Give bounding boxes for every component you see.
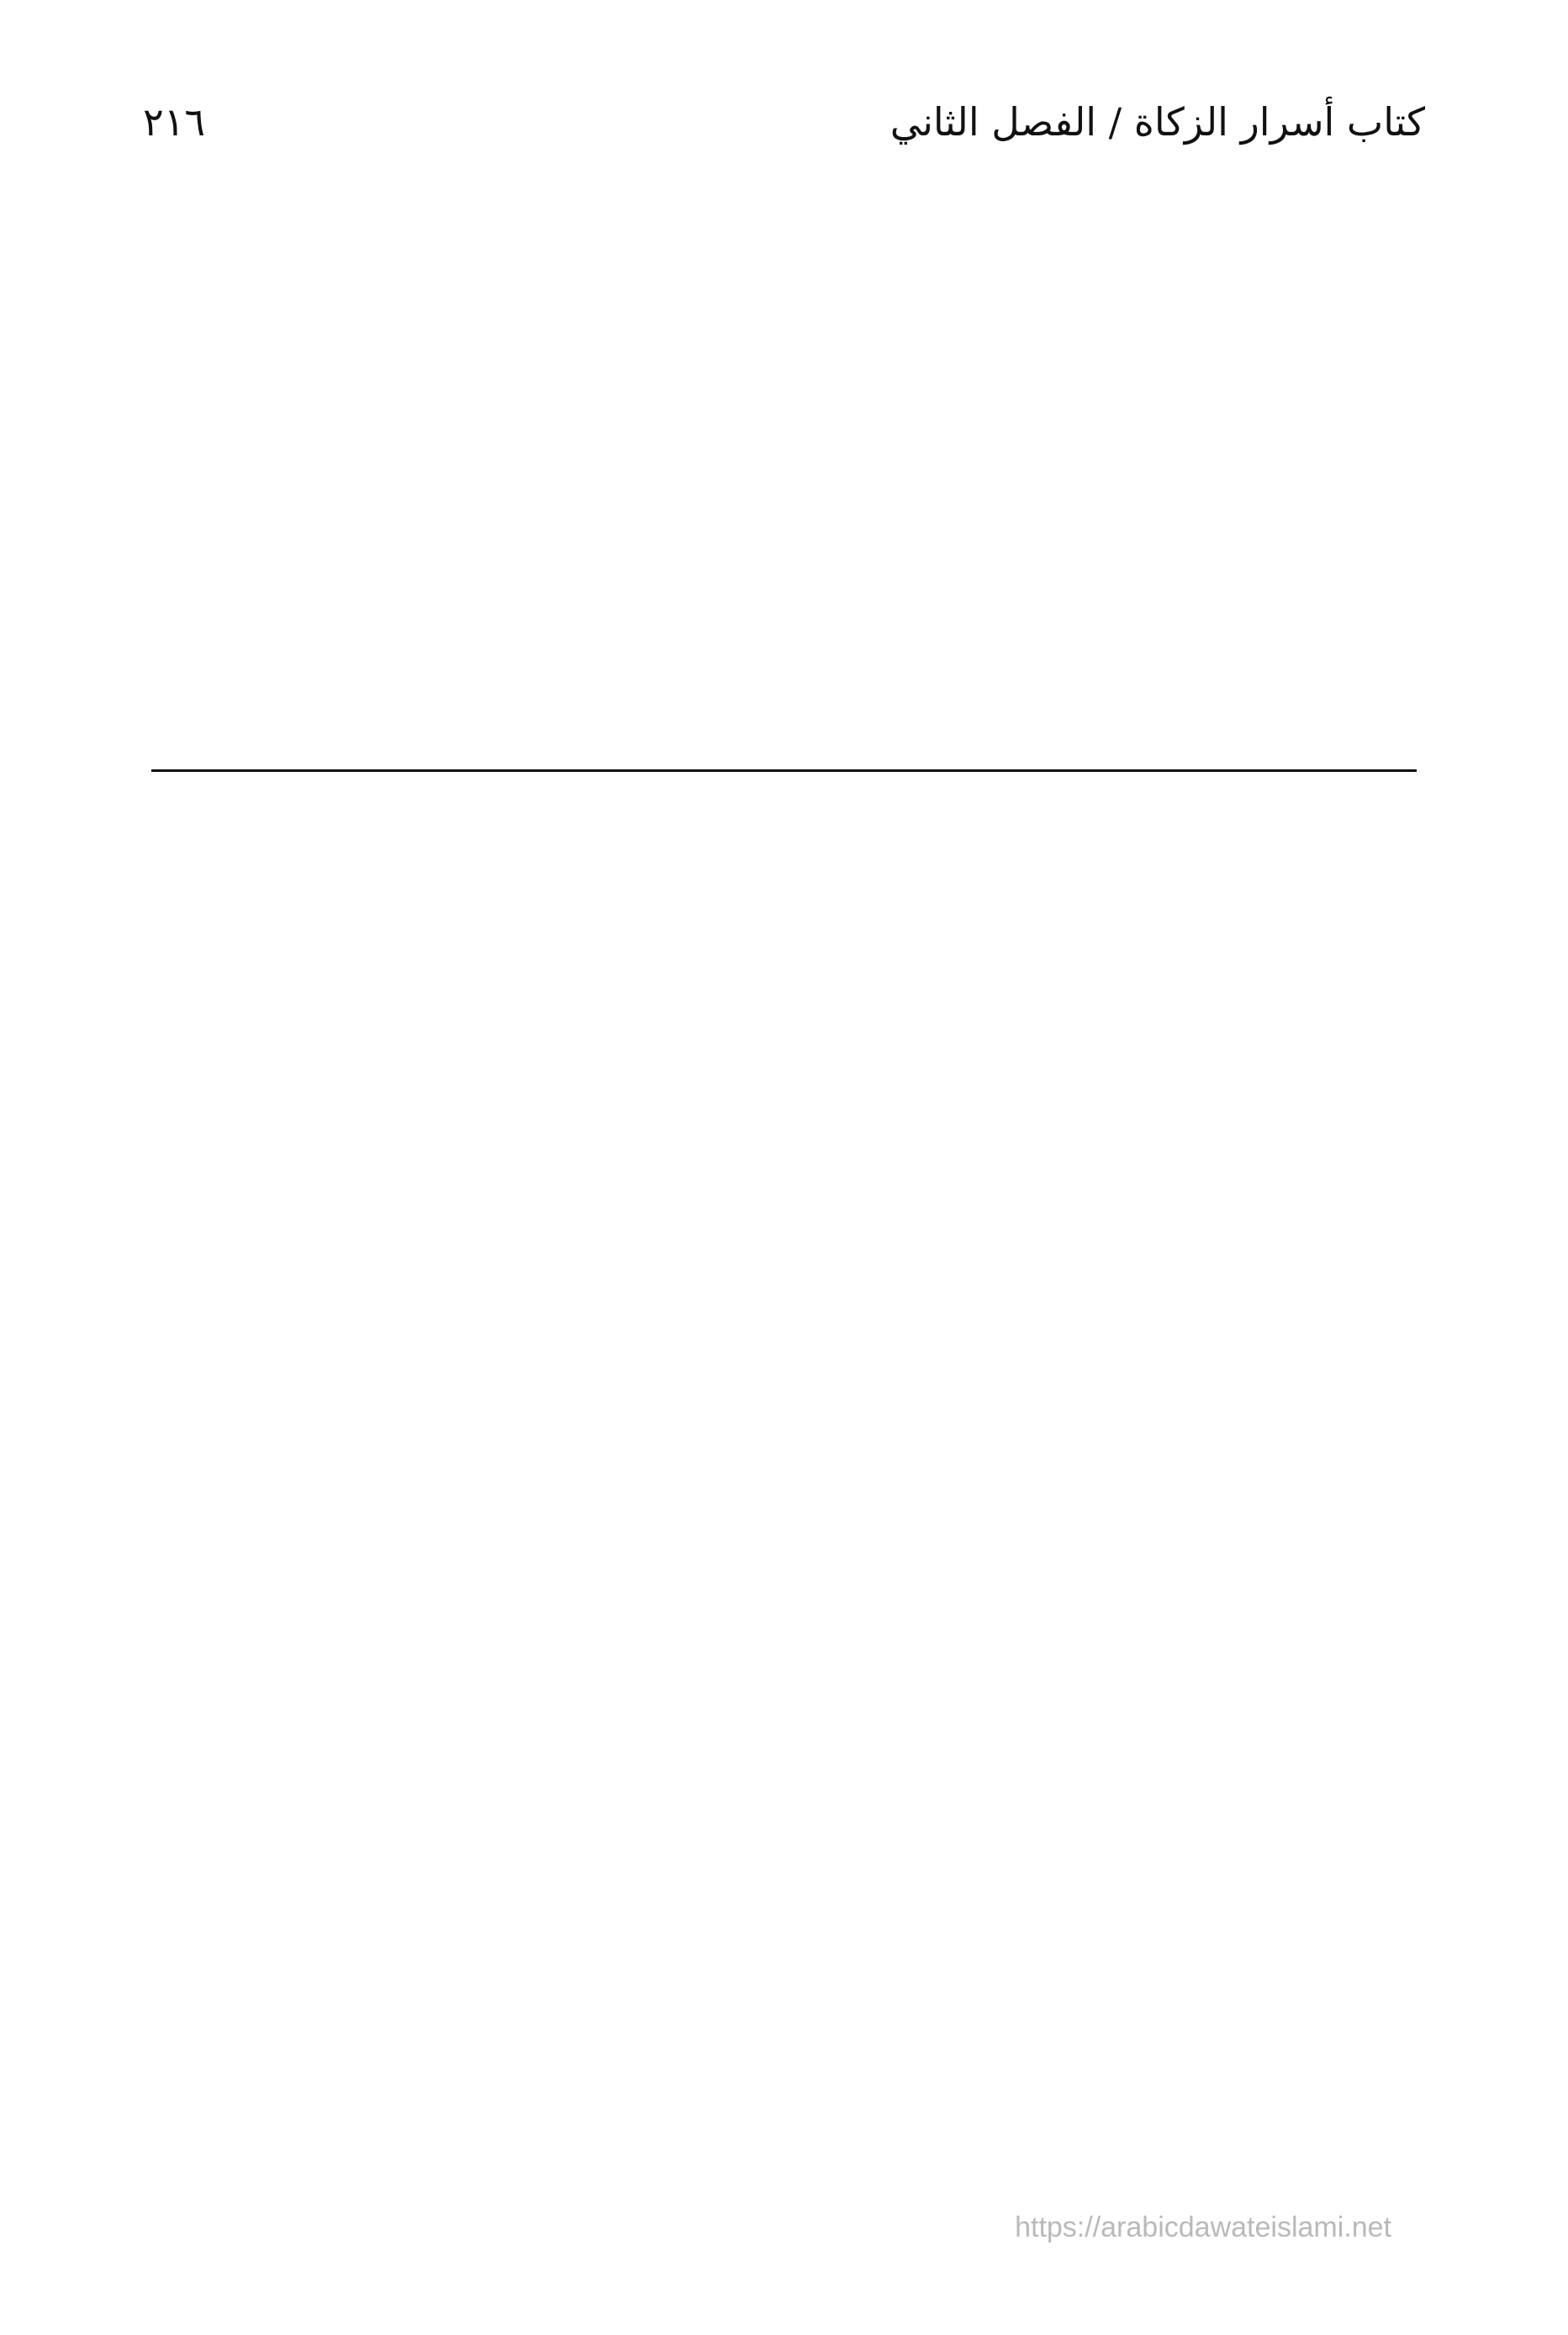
commentary-paragraph-2 xyxy=(151,879,1417,931)
commentary-paragraph-1 xyxy=(151,803,1417,855)
commentary-block xyxy=(151,803,1417,1106)
footnote-separator xyxy=(151,769,1417,772)
commentary-verse-line xyxy=(151,954,1417,1006)
page-number: ٢١٦ xyxy=(143,99,206,145)
page-header xyxy=(143,88,1425,156)
main-paragraph-2 xyxy=(151,289,1417,356)
main-text-block xyxy=(151,198,1417,381)
running-title: كتاب أسرار الزكاة / الفصل الثاني xyxy=(890,99,1425,145)
commentary-paragraph-3 xyxy=(151,1030,1417,1082)
watermark-url: https://arabicdawateislami.net xyxy=(1015,2211,1391,2243)
main-paragraph-1 xyxy=(151,198,1417,264)
